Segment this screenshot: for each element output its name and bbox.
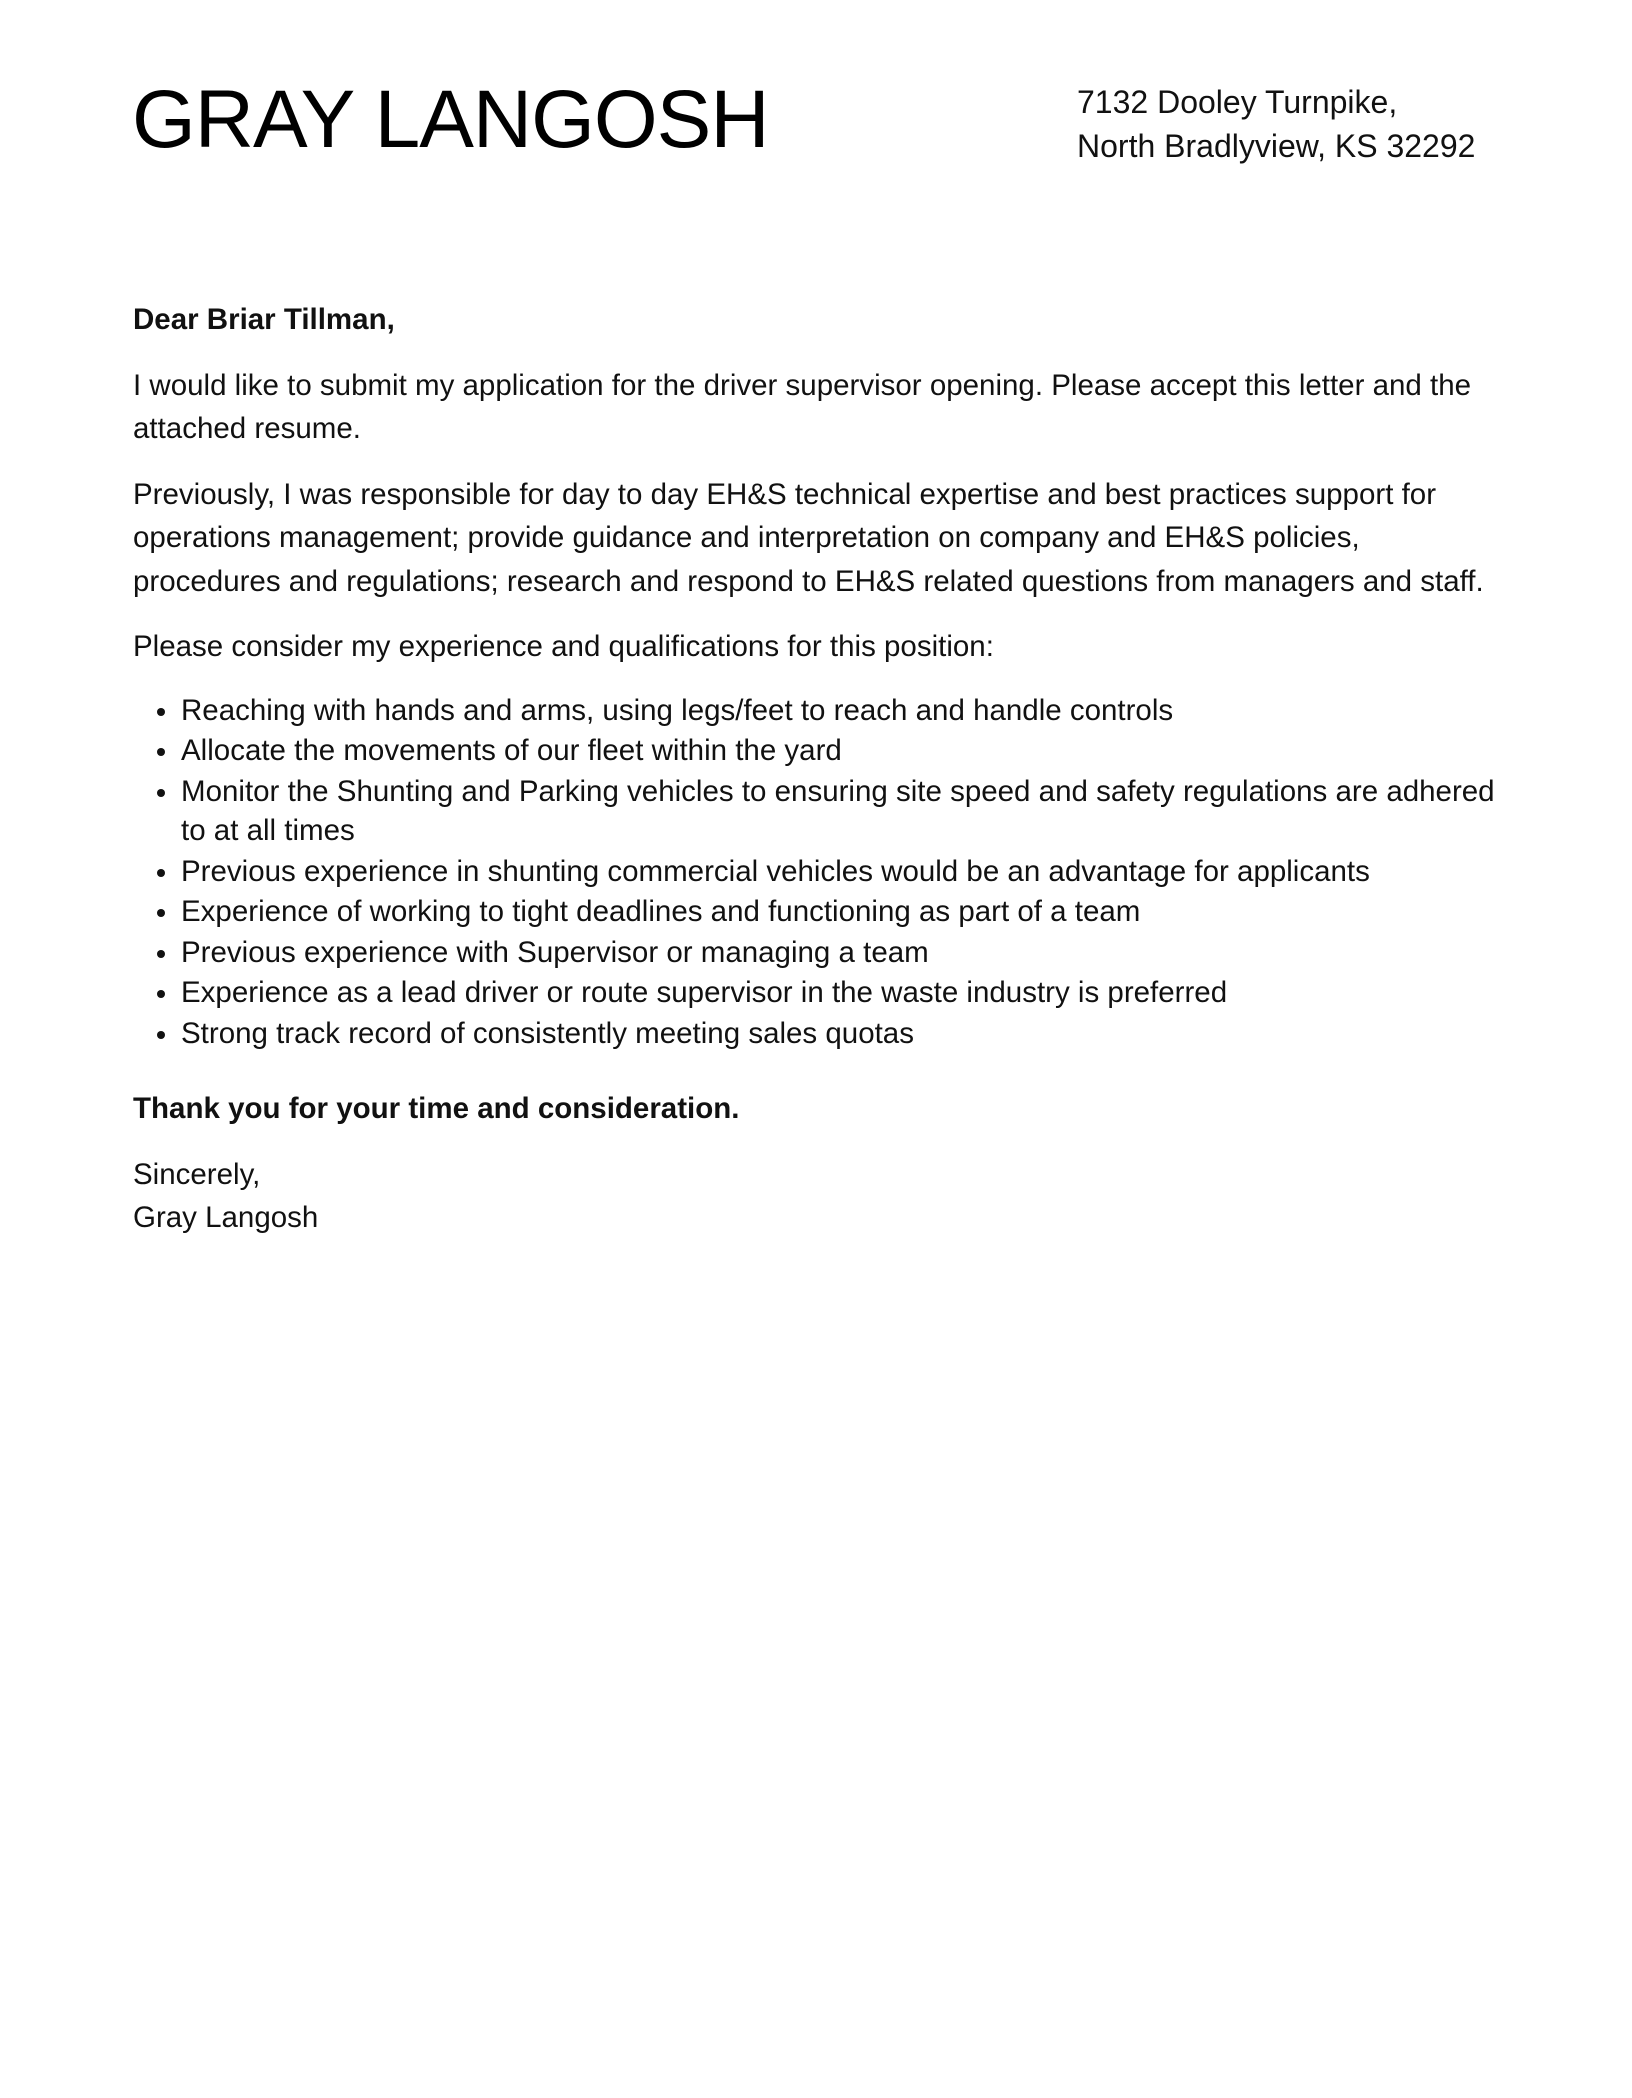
salutation: Dear Briar Tillman, bbox=[133, 303, 395, 336]
address-line-2: North Bradlyview, KS 32292 bbox=[1077, 128, 1476, 164]
experience-paragraph: Previously, I was responsible for day to day EH&S technical expertise and best practices support for operations management; provide guidance and interpretation on company and EH&S policies, procedures and regulations; research and respond to EH&S related questions from managers and staff. bbox=[133, 477, 1484, 598]
qualification-item: Experience of working to tight deadlines and functioning as part of a team bbox=[181, 892, 1498, 932]
closing-line: Thank you for your time and consideration. bbox=[133, 1092, 740, 1125]
qualifications-intro: Please consider my experience and qualifications for this position: bbox=[133, 630, 994, 663]
signoff-phrase: Sincerely, bbox=[133, 1157, 261, 1191]
applicant-address bbox=[1077, 80, 1537, 168]
qualification-item: Previous experience with Supervisor or managing a team bbox=[181, 933, 1498, 973]
qualifications-list bbox=[133, 691, 1498, 1054]
applicant-name: GRAY LANGOSH bbox=[132, 74, 769, 165]
qualification-item: Experience as a lead driver or route supervisor in the waste industry is preferred bbox=[181, 973, 1498, 1013]
address-line-1: 7132 Dooley Turnpike, bbox=[1077, 84, 1398, 120]
qualification-item: Strong track record of consistently meeting sales quotas bbox=[181, 1014, 1498, 1054]
qualification-item: Monitor the Shunting and Parking vehicles to ensuring site speed and safety regulations are adhered to at all times bbox=[181, 772, 1498, 851]
signoff bbox=[133, 1153, 1498, 1240]
qualification-item: Allocate the movements of our fleet within the yard bbox=[181, 731, 1498, 771]
signature-name: Gray Langosh bbox=[133, 1201, 319, 1234]
qualification-item: Previous experience in shunting commercial vehicles would be an advantage for applicants bbox=[181, 852, 1498, 892]
qualification-item: Reaching with hands and arms, using legs/feet to reach and handle controls bbox=[181, 691, 1498, 731]
letter-body bbox=[133, 298, 1498, 1240]
intro-paragraph: I would like to submit my application for the driver supervisor opening. Please accept this letter and the attached resume. bbox=[133, 368, 1472, 445]
